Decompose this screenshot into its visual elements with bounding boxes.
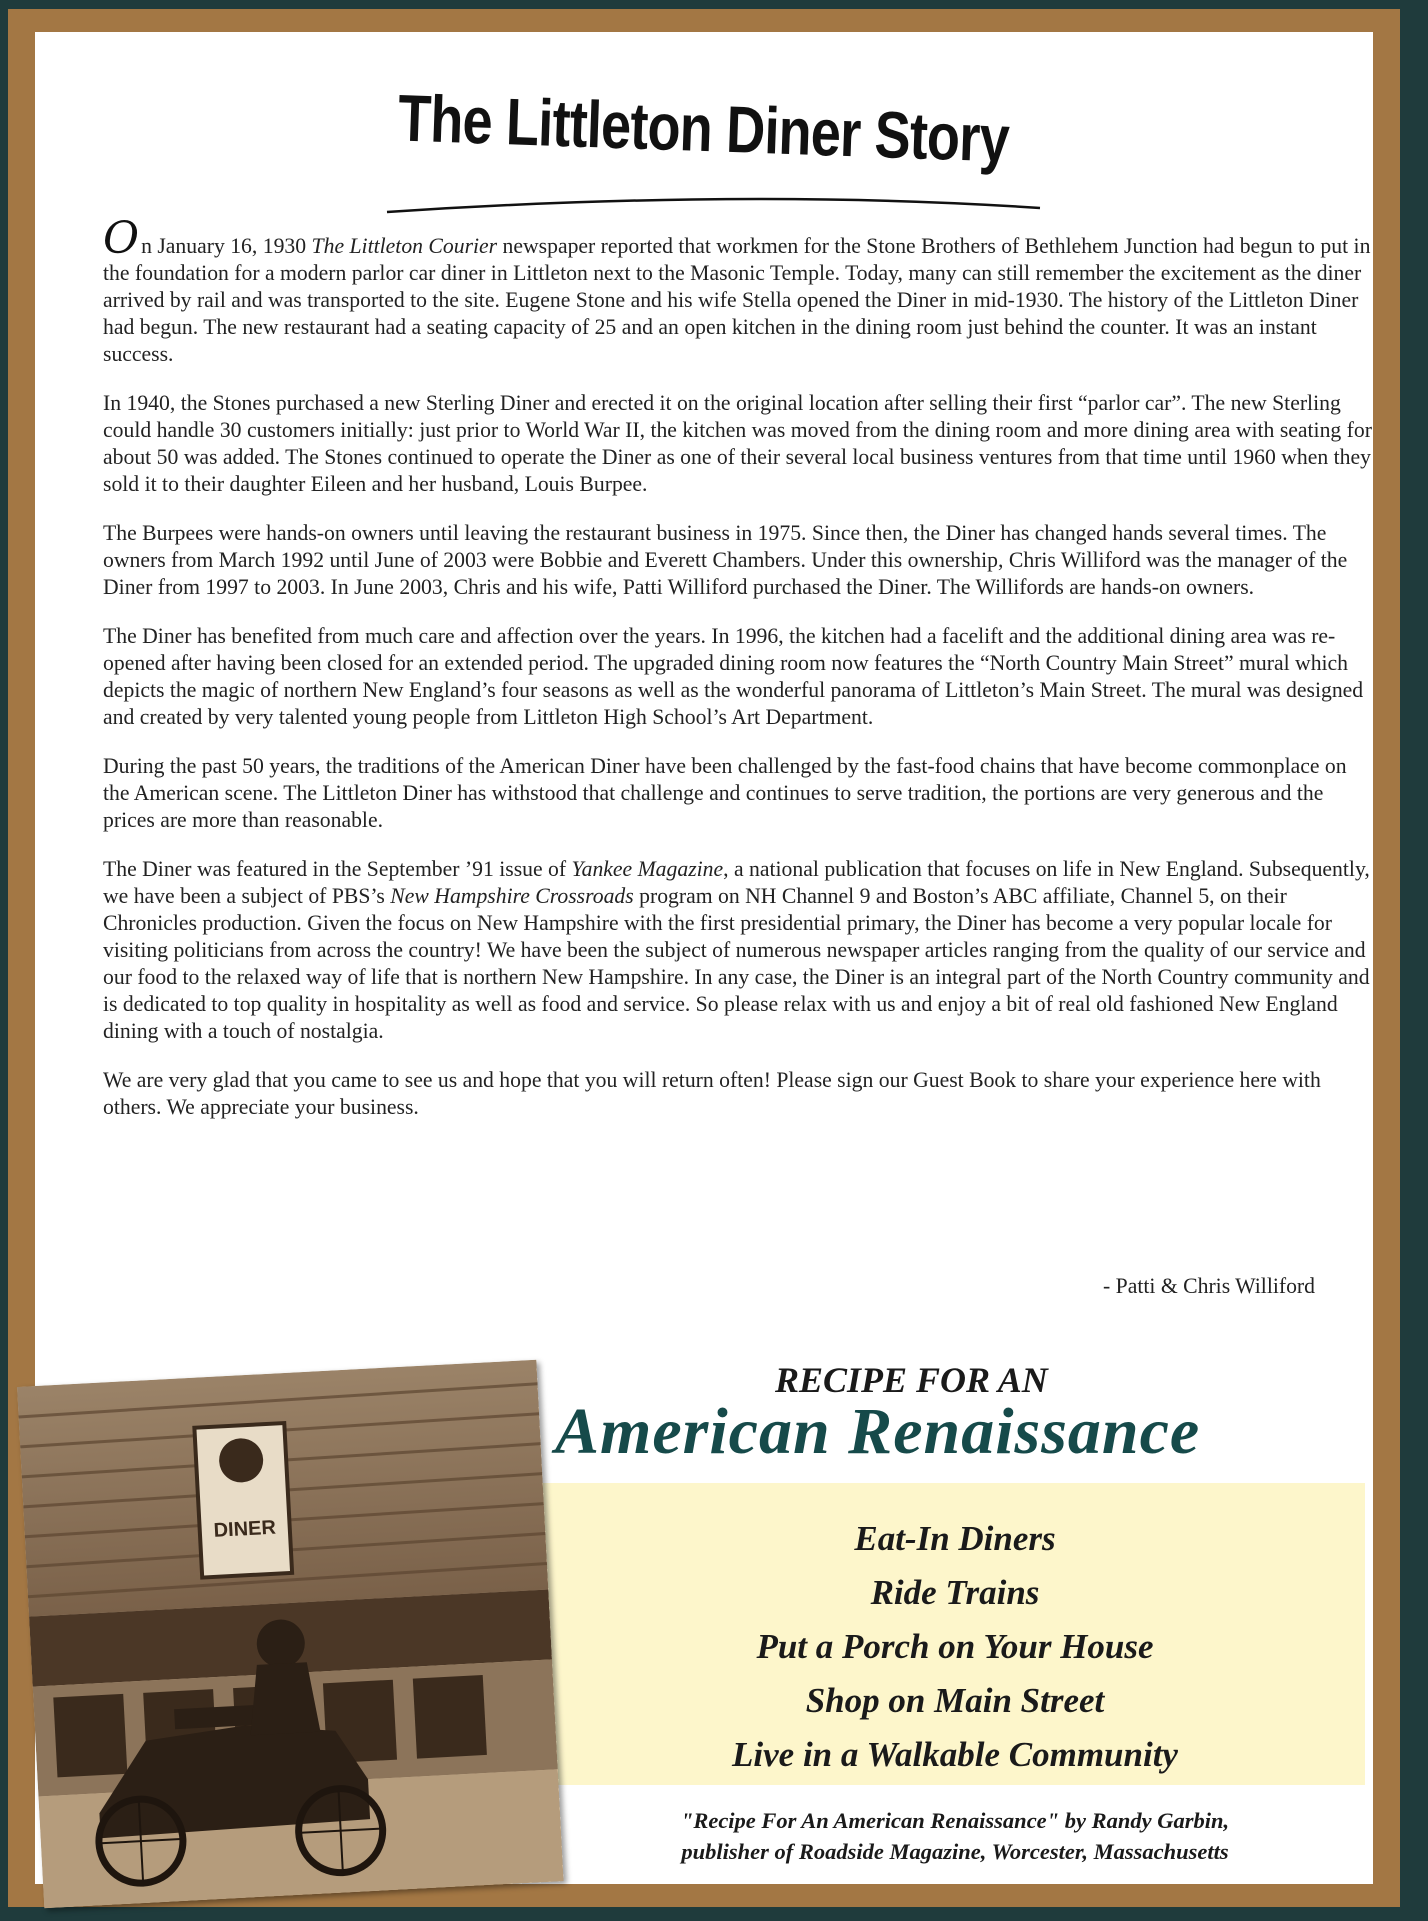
paragraph-7: We are very glad that you came to see us and hope that you will return often! Please sign our Guest Book to share your experience here with others. We appreciate your business. — [103, 1068, 1321, 1119]
diner-photo — [17, 1360, 564, 1908]
diner-sign-text: DINER — [213, 1516, 277, 1542]
paragraph-1 — [103, 213, 1375, 368]
credit-line-1: "Recipe For An American Renaissance" by Randy Garbin, — [680, 1808, 1230, 1833]
recipe-item: Ride Trains — [870, 1573, 1040, 1612]
drop-cap: O — [103, 213, 140, 264]
p6-text-a: The Diner was featured in the September ’91 issue of — [103, 857, 572, 881]
p1-text-a: n January 16, 1930 — [141, 234, 312, 258]
page-title: The Littleton Diner Story — [397, 80, 1011, 176]
paragraph-3: The Burpees were hands-on owners until leaving the restaurant business in 1975. Since then, the Diner has changed hands several times. The owners from March 1992 until June of 2003 were Bobbie and Everett Chambers. Under this ownership, Chris Williford was the manager of the Diner from 1997 to 2003. In June 2003, Chris and his wife, Patti Williford purchased the Diner. The Willifords are hands-on owners. — [103, 521, 1348, 599]
recipe-item: Put a Porch on Your House — [756, 1627, 1154, 1666]
recipe-credit — [505, 1805, 1405, 1867]
credit-line-2: publisher of Roadside Magazine, Worcester, Massachusetts — [681, 1839, 1229, 1864]
magazine-name: Yankee Magazine — [571, 857, 724, 881]
paragraph-5: During the past 50 years, the traditions of the American Diner have been challenged by the fast-food chains that have become commonplace on the American scene. The Littleton Diner has withstood that challenge and continues to serve tradition, the portions are very generous and the prices are more than reasonable. — [103, 754, 1347, 832]
diner-photo-image — [17, 1360, 564, 1908]
recipe-item: Live in a Walkable Community — [732, 1735, 1178, 1774]
p1-text-b: newspaper reported that workmen for the Stone Brothers of Bethlehem Junction had begun to put in the foundation for a modern parlor car diner in Littleton next to the Masonic Temple. Today, many can still remember the excitement as the diner arrived by rail and was transported to the site. Eugene Stone and his wife Stella opened the Diner in mid-1930. The history of the Littleton Diner had begun. The new restaurant had a seating capacity of 25 and an open kitchen in the dining room just behind the counter. It was an instant success. — [103, 234, 1371, 366]
recipe-heading-large: American Renaissance — [555, 1395, 1201, 1468]
recipe-item: Eat-In Diners — [854, 1519, 1056, 1558]
story-body — [103, 213, 1375, 1143]
paragraph-4: The Diner has benefited from much care and affection over the years. In 1996, the kitchen had a facelift and the additional dining area was re-opened after having been closed for an extended period. The upgraded dining room now features the “North Country Main Street” mural which depicts the magic of northern New England’s four seasons as well as the wonderful panorama of Littleton’s Main Street. The mural was designed and created by very talented young people from Littleton High School’s Art Department. — [103, 624, 1364, 729]
recipe-item: Shop on Main Street — [805, 1681, 1105, 1720]
page-border — [8, 9, 1400, 1907]
program-name: New Hampshire Crossroads — [390, 884, 634, 908]
p6-text-b: , a national publication that focuses on life in New England. Subsequently, we have been a subject of PBS’s — [103, 857, 1370, 908]
recipe-list — [505, 1512, 1405, 1782]
paragraph-2: In 1940, the Stones purchased a new Sterling Diner and erected it on the original location after selling their first “parlor car”. The new Sterling could handle 30 customers initially: just prior to World War II, the kitchen was moved from the dining room and more dining area with seating for about 50 was added. The Stones continued to operate the Diner as one of their several local business ventures from that time until 1960 when they sold it to their daughter Eileen and her husband, Louis Burpee. — [103, 391, 1372, 496]
title-block — [35, 80, 1373, 176]
recipe-heading-small: RECIPE FOR AN — [775, 1360, 1048, 1400]
newspaper-name: The Littleton Courier — [311, 234, 498, 258]
page-paper — [35, 32, 1373, 1884]
paragraph-6 — [103, 856, 1375, 1045]
signature: - Patti & Chris Williford — [1103, 1274, 1315, 1298]
p6-text-c: program on NH Channel 9 and Boston’s ABC affiliate, Channel 5, on their Chronicles production. Given the focus on New Hampshire with the first presidential primary, the Diner has become a very popular locale for visiting politicians from across the country! We have been the subject of numerous newspaper articles ranging from the quality of our service and our food to the relaxed way of life that is northern New Hampshire. In any case, the Diner is an integral part of the North Country community and is dedicated to top quality in hospitality as well as food and service. So please relax with us and enjoy a bit of real old fashioned New England dining with a touch of nostalgia. — [103, 884, 1370, 1043]
title-underline — [385, 178, 1045, 218]
